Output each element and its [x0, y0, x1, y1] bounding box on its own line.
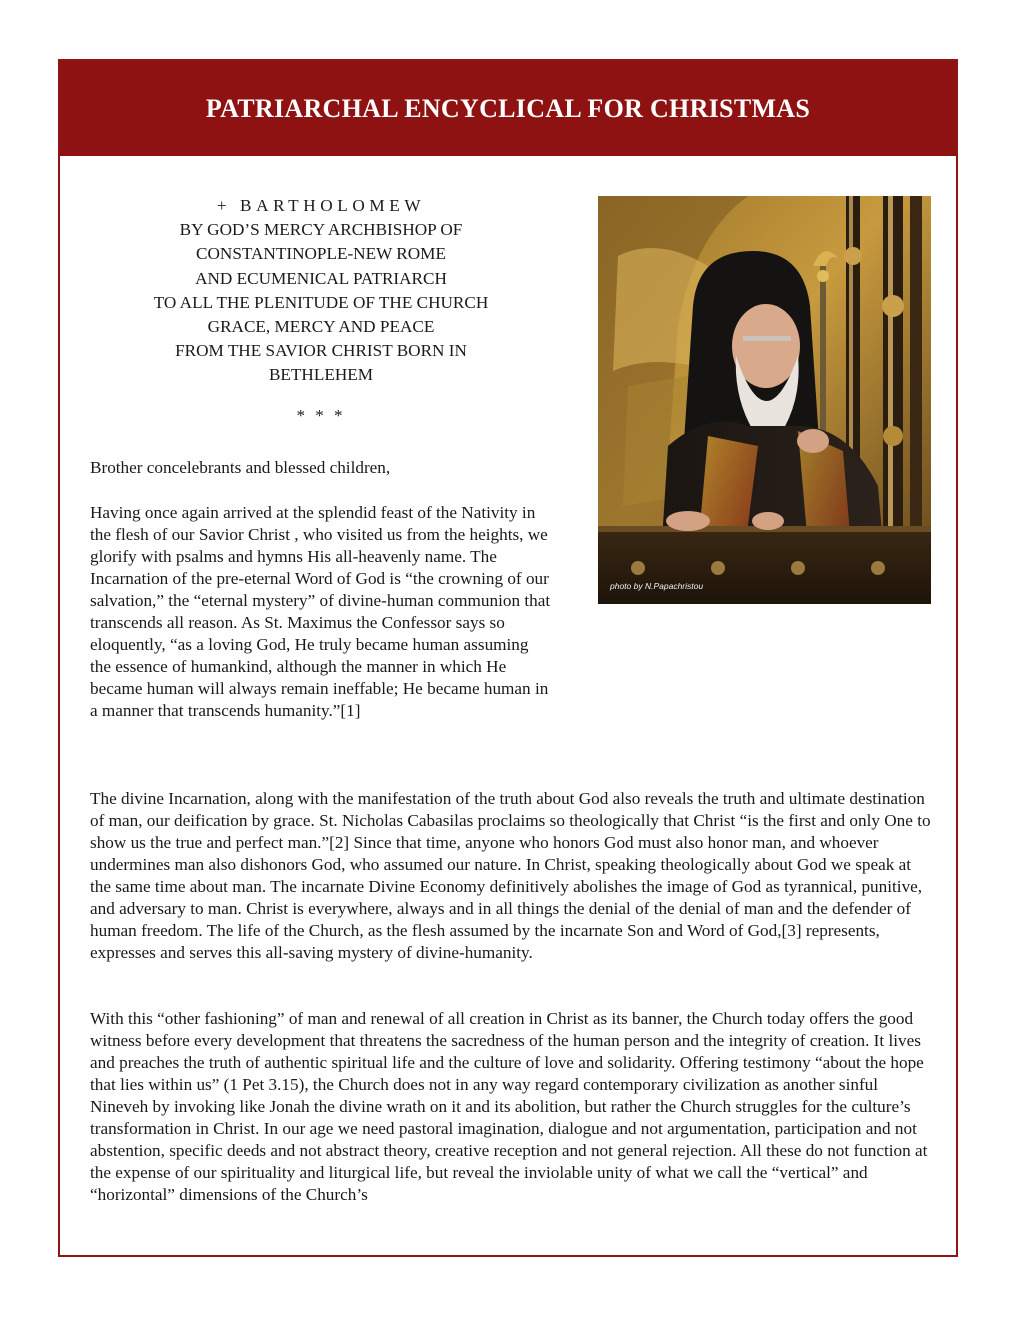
photo-credit: photo by N.Papachristou [610, 581, 704, 591]
title-banner [60, 61, 956, 156]
heading-line: FROM THE SAVIOR CHRIST BORN IN [175, 341, 467, 361]
heading-line: GRACE, MERCY AND PEACE [207, 317, 435, 337]
patriarch-photo [598, 196, 931, 604]
heading-line: CONSTANTINOPLE-NEW ROME [196, 244, 446, 264]
heading-line: BETHLEHEM [268, 365, 374, 385]
heading-line: TO ALL THE PLENITUDE OF THE CHURCH [153, 292, 489, 312]
paragraph-2: The divine Incarnation, along with the manifestation of the truth about God also reveals the truth and ultimate destination of man, our deification by grace. St. Nicholas Cabasilas proclaims so theologically that Christ “is the first and only One to show us the true and perfect man.”[2] Since that time, anyone who honors God must also honor man, and whoever undermines man also dishonors God, who assumed our nature. In Christ, speaking theologically about God we speak at the same time about man. The incarnate Divine Economy definitively abolishes the image of God as tyrannical, punitive, and adversary to man. Christ is everywhere, always and in all things the denial of the denial of man and the defender of human freedom. The life of the Church, as the flesh assumed by the incarnate Son and Word of God,[3] represents, expresses and serves this all-saving mystery of divine-humanity. [90, 789, 931, 962]
page-title: PATRIARCHAL ENCYCLICAL FOR CHRISTMAS [205, 93, 811, 123]
heading-line: BY GOD’S MERCY ARCHBISHOP OF [179, 220, 463, 240]
heading-line-patriarch: + BARTHOLOMEW [216, 196, 426, 215]
salutation-heading [90, 194, 552, 388]
paragraph-1: Having once again arrived at the splendid feast of the Nativity in the flesh of our Savior Christ , who visited us from the heights, we glorify with psalms and hymns His all-heavenly name. The Incarnation of the pre-eternal Word of God is “the crowning of our salvation,” the “eternal mystery” of divine-human communion that transcends all reason. As St. Maximus the Confessor says so eloquently, “as a loving God, He truly became human assuming the essence of humankind, although the manner in which He became human will always remain ineffable; He became human in a manner that transcends humanity.”[1] [90, 503, 551, 720]
section-separator: * * * [296, 406, 346, 425]
document-frame [58, 59, 958, 1257]
heading-line: AND ECUMENICAL PATRIARCH [195, 268, 447, 288]
paragraph-3: With this “other fashioning” of man and renewal of all creation in Christ as its banner, the Church today offers the good witness before every development that threatens the sacredness of the human person and the integrity of creation. It lives and preaches the truth of authentic spiritual life and the culture of love and solidarity. Offering testimony “about the hope that lies within us” (1 Pet 3.15), the Church does not in any way regard contemporary civilization as another sinful Nineveh by invoking like Jonah the divine wrath on it and its abolition, but rather the Church struggles for the culture’s transformation in Christ. In our age we need pastoral imagination, dialogue and not argumentation, participation and not abstention, specific deeds and not abstract theory, creative reception and not general rejection. All these do not function at the expense of our spirituality and liturgical life, but reveal the inviolable unity of what we call the “vertical” and “horizontal” dimensions of the Church’s [90, 1009, 928, 1204]
photo-illustration [598, 196, 931, 604]
greeting-text: Brother concelebrants and blessed children, [90, 458, 391, 477]
